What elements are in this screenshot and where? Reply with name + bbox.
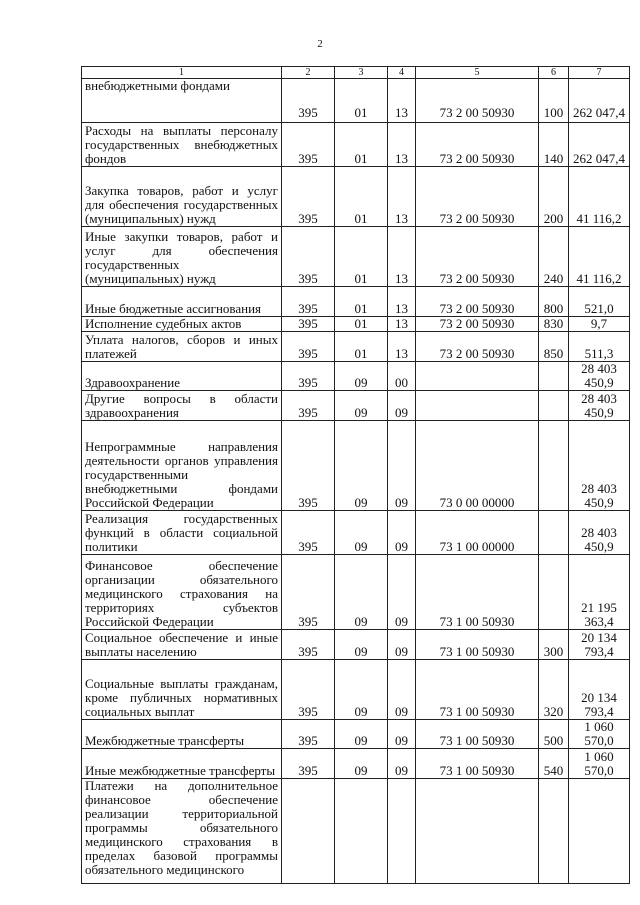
row-subsection: 09 bbox=[388, 660, 416, 720]
row-name: Исполнение судебных актов bbox=[82, 317, 282, 332]
row-admin: 395 bbox=[282, 227, 335, 287]
row-subsection: 13 bbox=[388, 123, 416, 167]
table-row bbox=[82, 79, 630, 123]
row-subsection: 09 bbox=[388, 421, 416, 511]
row-article: 73 1 00 50930 bbox=[416, 720, 539, 749]
table-row bbox=[82, 167, 630, 227]
row-article: 73 2 00 50930 bbox=[416, 123, 539, 167]
row-admin: 395 bbox=[282, 720, 335, 749]
row-section: 01 bbox=[335, 167, 388, 227]
row-name: Закупка товаров, работ и услуг для обеспечения государственных (муниципальных) нужд bbox=[82, 167, 282, 227]
table-row bbox=[82, 511, 630, 555]
row-type: 830 bbox=[539, 317, 569, 332]
row-section: 09 bbox=[335, 511, 388, 555]
row-type bbox=[539, 555, 569, 630]
table-row bbox=[82, 317, 630, 332]
row-article: 73 2 00 50930 bbox=[416, 287, 539, 317]
row-admin: 395 bbox=[282, 511, 335, 555]
row-admin: 395 bbox=[282, 391, 335, 421]
row-amount: 1 060 570,0 bbox=[569, 749, 630, 779]
row-article: 73 1 00 00000 bbox=[416, 511, 539, 555]
row-type bbox=[539, 421, 569, 511]
row-type: 140 bbox=[539, 123, 569, 167]
row-section: 09 bbox=[335, 391, 388, 421]
row-amount: 41 116,2 bbox=[569, 167, 630, 227]
row-amount: 9,7 bbox=[569, 317, 630, 332]
row-article: 73 2 00 50930 bbox=[416, 79, 539, 123]
row-subsection: 13 bbox=[388, 287, 416, 317]
row-type bbox=[539, 779, 569, 884]
row-subsection: 09 bbox=[388, 511, 416, 555]
row-amount: 28 403 450,9 bbox=[569, 362, 630, 391]
row-amount: 20 134 793,4 bbox=[569, 630, 630, 660]
row-type: 300 bbox=[539, 630, 569, 660]
row-type: 540 bbox=[539, 749, 569, 779]
row-article bbox=[416, 391, 539, 421]
table-row bbox=[82, 421, 630, 511]
row-admin: 395 bbox=[282, 749, 335, 779]
row-name: Социальное обеспечение и иные выплаты населению bbox=[82, 630, 282, 660]
row-name: Расходы на выплаты персоналу государственных внебюджетных фондов bbox=[82, 123, 282, 167]
row-article: 73 0 00 00000 bbox=[416, 421, 539, 511]
row-type: 800 bbox=[539, 287, 569, 317]
row-subsection: 09 bbox=[388, 720, 416, 749]
row-amount: 28 403 450,9 bbox=[569, 421, 630, 511]
row-type: 320 bbox=[539, 660, 569, 720]
row-subsection: 13 bbox=[388, 317, 416, 332]
row-admin: 395 bbox=[282, 362, 335, 391]
row-subsection: 13 bbox=[388, 227, 416, 287]
row-name: Платежи на дополнительное финансовое обеспечение реализации территориальной программы обязательного медицинского страхования в пределах базовой программы обязательного медицинского bbox=[82, 779, 282, 884]
row-admin: 395 bbox=[282, 79, 335, 123]
table-row bbox=[82, 720, 630, 749]
row-article: 73 1 00 50930 bbox=[416, 749, 539, 779]
row-admin: 395 bbox=[282, 287, 335, 317]
row-subsection: 13 bbox=[388, 167, 416, 227]
row-type: 500 bbox=[539, 720, 569, 749]
row-admin bbox=[282, 779, 335, 884]
row-article: 73 2 00 50930 bbox=[416, 317, 539, 332]
row-name: Другие вопросы в области здравоохранения bbox=[82, 391, 282, 421]
row-amount: 20 134 793,4 bbox=[569, 660, 630, 720]
row-section: 01 bbox=[335, 317, 388, 332]
row-amount bbox=[569, 779, 630, 884]
row-type bbox=[539, 391, 569, 421]
row-amount: 41 116,2 bbox=[569, 227, 630, 287]
column-header: 7 bbox=[569, 67, 630, 79]
row-amount: 28 403 450,9 bbox=[569, 511, 630, 555]
row-type: 100 bbox=[539, 79, 569, 123]
table-row bbox=[82, 123, 630, 167]
row-admin: 395 bbox=[282, 123, 335, 167]
row-type bbox=[539, 362, 569, 391]
row-name: Непрограммные направления деятельности органов управления государственными внебюджетными фондами Российской Федерации bbox=[82, 421, 282, 511]
row-section: 09 bbox=[335, 660, 388, 720]
row-name: Иные межбюджетные трансферты bbox=[82, 749, 282, 779]
column-header: 1 bbox=[82, 67, 282, 79]
row-subsection: 09 bbox=[388, 555, 416, 630]
row-name: Финансовое обеспечение организации обязательного медицинского страхования на территориях субъектов Российской Федерации bbox=[82, 555, 282, 630]
table-row bbox=[82, 660, 630, 720]
row-section: 09 bbox=[335, 720, 388, 749]
row-section: 09 bbox=[335, 630, 388, 660]
table-row bbox=[82, 332, 630, 362]
row-section: 09 bbox=[335, 555, 388, 630]
row-subsection: 13 bbox=[388, 332, 416, 362]
row-subsection: 13 bbox=[388, 79, 416, 123]
column-header: 6 bbox=[539, 67, 569, 79]
row-amount: 521,0 bbox=[569, 287, 630, 317]
column-header: 4 bbox=[388, 67, 416, 79]
table-row bbox=[82, 287, 630, 317]
row-subsection: 00 bbox=[388, 362, 416, 391]
row-name: Реализация государственных функций в области социальной политики bbox=[82, 511, 282, 555]
row-section: 01 bbox=[335, 79, 388, 123]
table-header-row bbox=[82, 67, 630, 79]
row-section: 01 bbox=[335, 227, 388, 287]
row-subsection: 09 bbox=[388, 391, 416, 421]
row-name: Межбюджетные трансферты bbox=[82, 720, 282, 749]
row-article: 73 1 00 50930 bbox=[416, 630, 539, 660]
row-amount: 262 047,4 bbox=[569, 123, 630, 167]
page-number: 2 bbox=[317, 38, 323, 50]
row-article bbox=[416, 362, 539, 391]
row-amount: 28 403 450,9 bbox=[569, 391, 630, 421]
row-article: 73 2 00 50930 bbox=[416, 332, 539, 362]
row-admin: 395 bbox=[282, 167, 335, 227]
row-article: 73 1 00 50930 bbox=[416, 660, 539, 720]
row-admin: 395 bbox=[282, 421, 335, 511]
column-header: 5 bbox=[416, 67, 539, 79]
row-subsection bbox=[388, 779, 416, 884]
table-row bbox=[82, 227, 630, 287]
table-row bbox=[82, 630, 630, 660]
row-section: 01 bbox=[335, 287, 388, 317]
row-subsection: 09 bbox=[388, 630, 416, 660]
row-type bbox=[539, 511, 569, 555]
row-section: 09 bbox=[335, 421, 388, 511]
row-type: 850 bbox=[539, 332, 569, 362]
row-name: Здравоохранение bbox=[82, 362, 282, 391]
row-name: Уплата налогов, сборов и иных платежей bbox=[82, 332, 282, 362]
column-header: 2 bbox=[282, 67, 335, 79]
row-admin: 395 bbox=[282, 555, 335, 630]
row-amount: 262 047,4 bbox=[569, 79, 630, 123]
row-amount: 511,3 bbox=[569, 332, 630, 362]
column-header: 3 bbox=[335, 67, 388, 79]
row-article: 73 2 00 50930 bbox=[416, 227, 539, 287]
row-type: 200 bbox=[539, 167, 569, 227]
row-section: 01 bbox=[335, 332, 388, 362]
budget-table bbox=[81, 66, 630, 884]
row-article bbox=[416, 779, 539, 884]
row-amount: 21 195 363,4 bbox=[569, 555, 630, 630]
row-admin: 395 bbox=[282, 660, 335, 720]
row-name: Социальные выплаты гражданам, кроме публичных нормативных социальных выплат bbox=[82, 660, 282, 720]
table-row bbox=[82, 391, 630, 421]
table-row bbox=[82, 555, 630, 630]
row-section bbox=[335, 779, 388, 884]
row-section: 09 bbox=[335, 362, 388, 391]
table-row bbox=[82, 362, 630, 391]
row-article: 73 2 00 50930 bbox=[416, 167, 539, 227]
row-admin: 395 bbox=[282, 630, 335, 660]
row-admin: 395 bbox=[282, 332, 335, 362]
row-type: 240 bbox=[539, 227, 569, 287]
row-name: внебюджетными фондами bbox=[82, 79, 282, 123]
row-name: Иные закупки товаров, работ и услуг для обеспечения государственных (муниципальных) нужд bbox=[82, 227, 282, 287]
row-admin: 395 bbox=[282, 317, 335, 332]
row-section: 01 bbox=[335, 123, 388, 167]
row-name: Иные бюджетные ассигнования bbox=[82, 287, 282, 317]
table-row bbox=[82, 779, 630, 884]
row-section: 09 bbox=[335, 749, 388, 779]
row-amount: 1 060 570,0 bbox=[569, 720, 630, 749]
row-subsection: 09 bbox=[388, 749, 416, 779]
table-row bbox=[82, 749, 630, 779]
row-article: 73 1 00 50930 bbox=[416, 555, 539, 630]
